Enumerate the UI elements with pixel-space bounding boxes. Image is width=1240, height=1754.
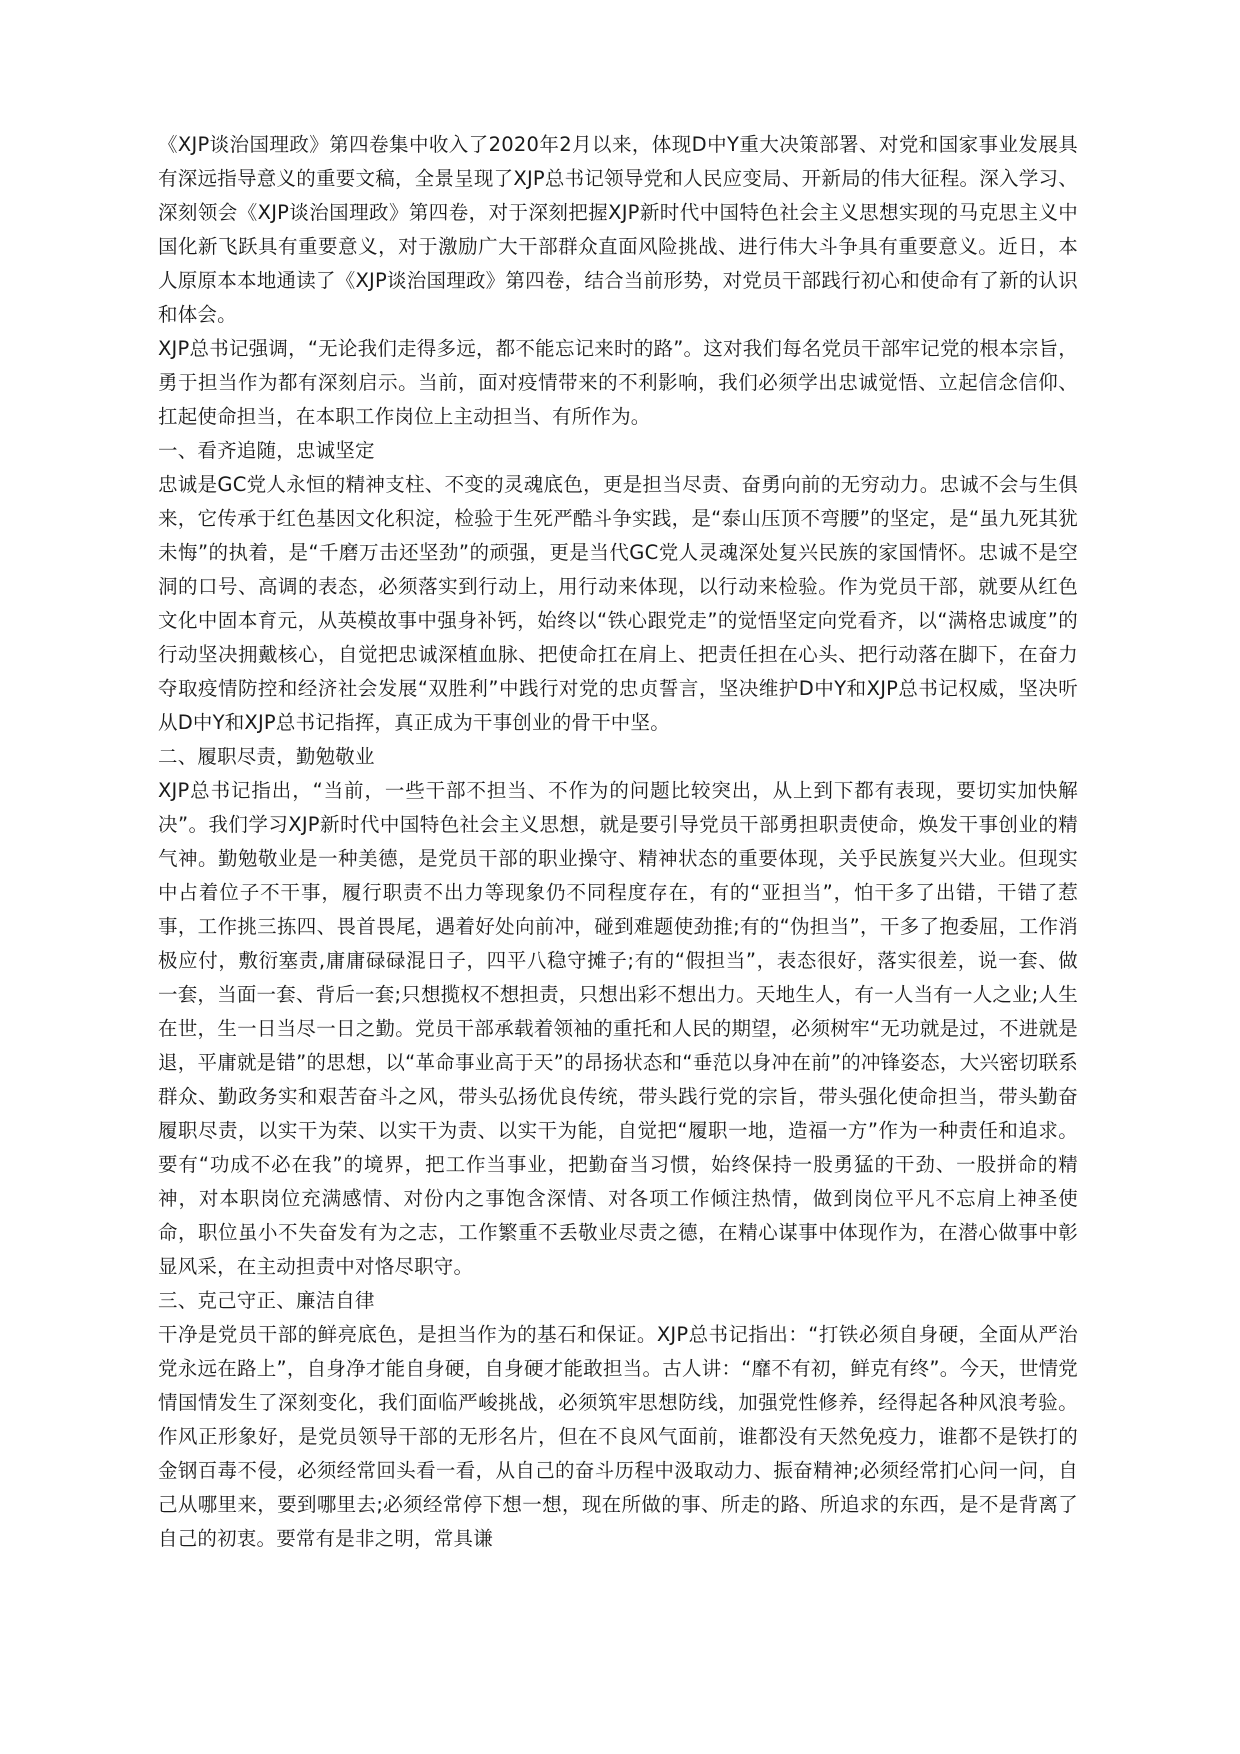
intro-paragraph: 《XJP谈治国理政》第四卷集中收入了2020年2月以来，体现D中Y重大决策部署、对党和国家事业发展具有深远指导意义的重要文稿，全景呈现了XJP总书记领导党和人民应变局、开新局的伟大征程。深入学习、深刻领会《XJP谈治国理政》第四卷，对于深刻把握XJP新时代中国特色社会主义思想实现的马克思主义中国化新飞跃具有重要意义，对于激励广大干部群众直面风险挑战、进行伟大斗争具有重要意义。近日，本人原原本本地通读了《XJP谈治国理政》第四卷，结合当前形势，对党员干部践行初心和使命有了新的认识和体会。 [158,133,1078,326]
section-heading-1: 一、看齐追随，忠诚坚定 [158,439,375,462]
section-2-paragraph: XJP总书记指出，“当前，一些干部不担当、不作为的问题比较突出，从上到下都有表现，要切实加快解决”。我们学习XJP新时代中国特色社会主义思想，就是要引导党员干部勇担职责使命，焕发干事创业的精气神。勤勉敬业是一种美德，是党员干部的职业操守、精神状态的重要体现，关乎民族复兴大业。但现实中占着位子不干事，履行职责不出力等现象仍不同程度存在，有的“亚担当”，怕干多了出错，干错了惹事，工作挑三拣四、畏首畏尾，遇着好处向前冲，碰到难题使劲推;有的“伪担当”，干多了抱委屈，工作消极应付，敷衍塞责,庸庸碌碌混日子，四平八稳守摊子;有的“假担当”，表态很好，落实很差，说一套、做一套，当面一套、背后一套;只想揽权不想担责，只想出彩不想出力。天地生人，有一人当有一人之业;人生在世，生一日当尽一日之勤。党员干部承载着领袖的重托和人民的期望，必须树牢“无功就是过，不进就是退，平庸就是错”的思想，以“革命事业高于天”的昂扬状态和“垂范以身冲在前”的冲锋姿态，大兴密切联系群众、勤政务实和艰苦奋斗之风，带头弘扬优良传统，带头践行党的宗旨，带头强化使命担当，带头勤奋履职尽责，以实干为荣、以实干为责、以实干为能，自觉把“履职一地，造福一方”作为一种责任和追求。要有“功成不必在我”的境界，把工作当事业，把勤奋当习惯，始终保持一股勇猛的干劲、一股拼命的精神，对本职岗位充满感情、对份内之事饱含深情、对各项工作倾注热情，做到岗位平凡不忘肩上神圣使命，职位虽小不失奋发有为之志，工作繁重不丢敬业尽责之德，在精心谋事中体现作为，在潜心做事中彰显风采，在主动担责中对恪尽职守。 [158,779,1078,1278]
section-1-paragraph: 忠诚是GC党人永恒的精神支柱、不变的灵魂底色，更是担当尽责、奋勇向前的无穷动力。忠诚不会与生俱来，它传承于红色基因文化积淀，检验于生死严酷斗争实践，是“泰山压顶不弯腰”的坚定，是“虽九死其犹未悔”的执着，是“千磨万击还坚劲”的顽强，更是当代GC党人灵魂深处复兴民族的家国情怀。忠诚不是空洞的口号、高调的表态，必须落实到行动上，用行动来体现，以行动来检验。作为党员干部，就要从红色文化中固本育元，从英模故事中强身补钙，始终以“铁心跟党走”的觉悟坚定向党看齐，以“满格忠诚度”的行动坚决拥戴核心，自觉把忠诚深植血脉、把使命扛在肩上、把责任担在心头、把行动落在脚下，在奋力夺取疫情防控和经济社会发展“双胜利”中践行对党的忠贞誓言，坚决维护D中Y和XJP总书记权威，坚决听从D中Y和XJP总书记指挥，真正成为干事创业的骨干中坚。 [158,473,1078,734]
quote-paragraph: XJP总书记强调，“无论我们走得多远，都不能忘记来时的路”。这对我们每名党员干部牢记党的根本宗旨，勇于担当作为都有深刻启示。当前，面对疫情带来的不利影响，我们必须学出忠诚觉悟、立起信念信仰、扛起使命担当，在本职工作岗位上主动担当、有所作为。 [158,337,1078,428]
section-heading-2: 二、履职尽责，勤勉敬业 [158,745,375,768]
section-heading-3: 三、克己守正、廉洁自律 [158,1289,375,1312]
document-page [158,128,1078,1556]
section-3-paragraph: 干净是党员干部的鲜亮底色，是担当作为的基石和保证。XJP总书记指出：“打铁必须自身硬，全面从严治党永远在路上”，自身净才能自身硬，自身硬才能敢担当。古人讲：“靡不有初，鲜克有终”。今天，世情党情国情发生了深刻变化，我们面临严峻挑战，必须筑牢思想防线，加强党性修养，经得起各种风浪考验。作风正形象好，是党员领导干部的无形名片，但在不良风气面前，谁都没有天然免疫力，谁都不是铁打的金钢百毒不侵，必须经常回头看一看，从自己的奋斗历程中汲取动力、振奋精神;必须经常扪心问一问，自己从哪里来，要到哪里去;必须经常停下想一想，现在所做的事、所走的路、所追求的东西，是不是背离了自己的初衷。要常有是非之明，常具谦 [158,1323,1078,1550]
